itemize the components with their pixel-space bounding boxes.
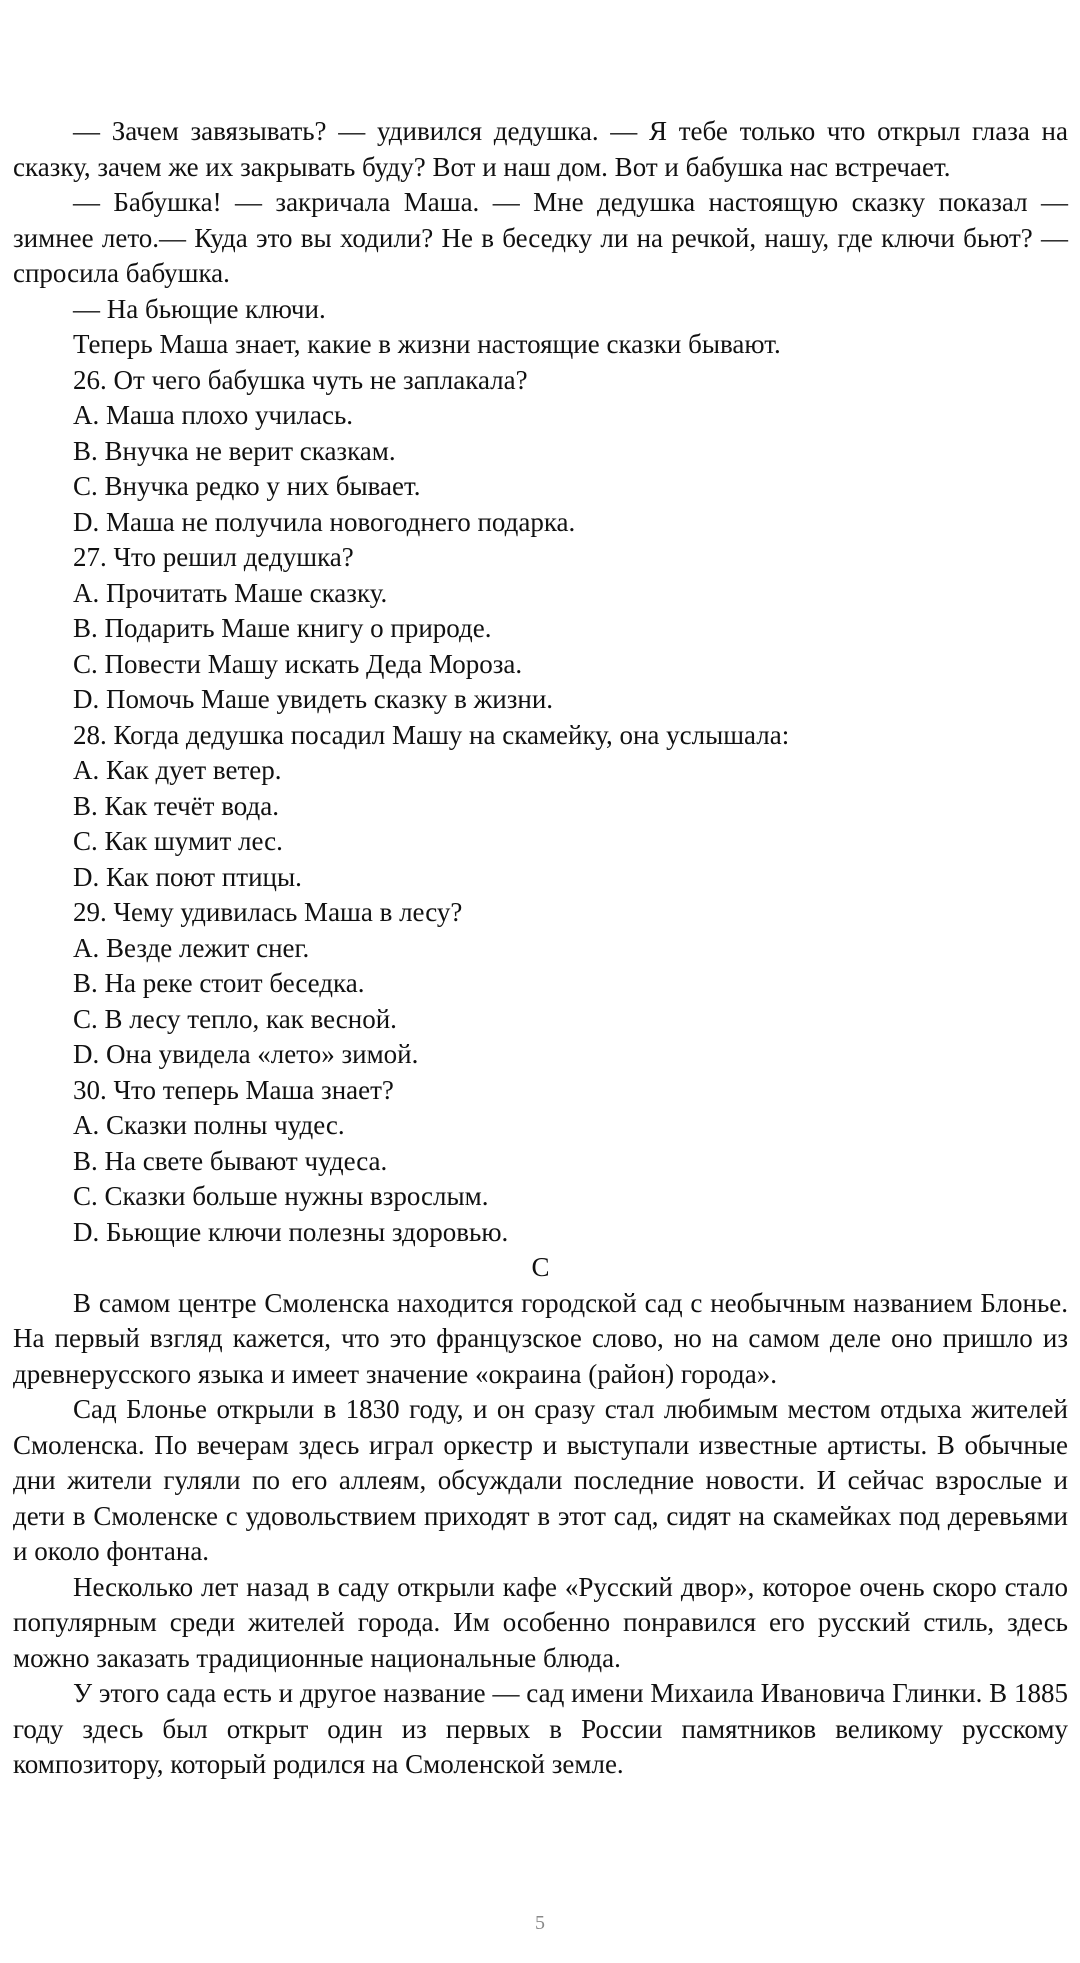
question-text: 27. Что решил дедушка?: [73, 542, 354, 572]
story-paragraph: — Бабушка! — закричала Маша. — Мне дедушка настоящую сказку показал — зимнее лето.— Куда это вы ходили? Не в беседку ли на речкой, нашу, где ключи бьют? — спросила бабушка.: [13, 187, 1068, 288]
document-page: [13, 114, 1068, 1783]
question-text: 29. Чему удивилась Маша в лесу?: [73, 897, 463, 927]
answer-option-b: B. Подарить Маше книгу о природе.: [73, 613, 492, 643]
text-paragraph: У этого сада есть и другое название — сад имени Михаила Ивановича Глинки. В 1885 году здесь был открыт один из первых в России памятников великому русскому композитору, который родился на Смоленской земле.: [13, 1678, 1068, 1779]
question-29: [13, 895, 1068, 1073]
text-paragraph: Сад Блонье открыли в 1830 году, и он сразу стал любимым местом отдыха жителей Смоленска. По вечерам здесь играл оркестр и выступали известные артисты. В обычные дни жители гуляли по его аллеям, обсуждали последние новости. И сейчас взрослые и дети в Смоленске с удовольствием приходят в этот сад, сидят на скамейках под деревьями и около фонтана.: [13, 1394, 1068, 1566]
page-number: 5: [535, 1912, 545, 1934]
answer-option-b: B. Внучка не верит сказкам.: [73, 435, 396, 466]
answer-option-a: A. Маша плохо училась.: [73, 400, 354, 430]
question-30: [13, 1073, 1068, 1251]
text-paragraph: Несколько лет назад в саду открыли кафе «Русский двор», которое очень скоро стало популярным среди жителей города. Им особенно понравился его русский стиль, здесь можно заказать традиционные национальные блюда.: [13, 1571, 1068, 1673]
answer-option-c: C. Как шумит лес.: [73, 826, 283, 856]
answer-option-b: B. Как течёт вода.: [73, 790, 279, 821]
answer-option-a: A. Как дует ветер.: [73, 755, 282, 785]
text-paragraph: В самом центре Смоленска находится городской сад с необычным названием Блонье. На первый взгляд кажется, что это французское слово, но на самом деле оно пришло из древнерусского языка и имеет значение «окраина (район) города».: [13, 1287, 1068, 1389]
answer-option-d: D. Помочь Маше увидеть сказку в жизни.: [73, 684, 554, 714]
question-27: [13, 540, 1068, 718]
answer-option-a: A. Прочитать Маше сказку.: [73, 577, 388, 608]
answer-option-c: C. Повести Машу искать Деда Мороза.: [73, 648, 523, 679]
answer-option-d: D. Как поют птицы.: [73, 861, 302, 892]
answer-option-d: D. Она увидела «лето» зимой.: [73, 1039, 419, 1069]
answer-option-b: B. На свете бывают чудеса.: [73, 1145, 388, 1176]
question-text: 26. От чего бабушка чуть не заплакала?: [73, 364, 528, 395]
answer-option-d: D. Маша не получила новогоднего подарка.: [73, 506, 576, 537]
answer-option-c: C. Сказки больше нужны взрослым.: [73, 1181, 489, 1211]
answer-option-d: D. Бьющие ключи полезны здоровью.: [73, 1216, 509, 1247]
story-paragraph: — Зачем завязывать? — удивился дедушка. — Я тебе только что открыл глаза на сказку, зачем же их закрывать буду? Вот и наш дом. Вот и бабушка нас встречает.: [13, 116, 1068, 182]
question-26: [13, 363, 1068, 541]
answer-option-c: C. Внучка редко у них бывает.: [73, 471, 421, 501]
answer-option-b: B. На реке стоит беседка.: [73, 968, 365, 998]
section-heading: C: [531, 1252, 550, 1282]
answer-option-a: A. Везде лежит снег.: [73, 932, 310, 963]
story-line: — На бьющие ключи.: [73, 293, 326, 324]
answer-option-c: C. В лесу тепло, как весной.: [73, 1003, 397, 1034]
story-line: Теперь Маша знает, какие в жизни настоящие сказки бывают.: [73, 329, 781, 359]
question-28: [13, 718, 1068, 896]
question-text: 28. Когда дедушка посадил Машу на скамейку, она услышала:: [73, 719, 790, 750]
answer-option-a: A. Сказки полны чудес.: [73, 1110, 345, 1140]
question-text: 30. Что теперь Маша знает?: [73, 1074, 394, 1105]
